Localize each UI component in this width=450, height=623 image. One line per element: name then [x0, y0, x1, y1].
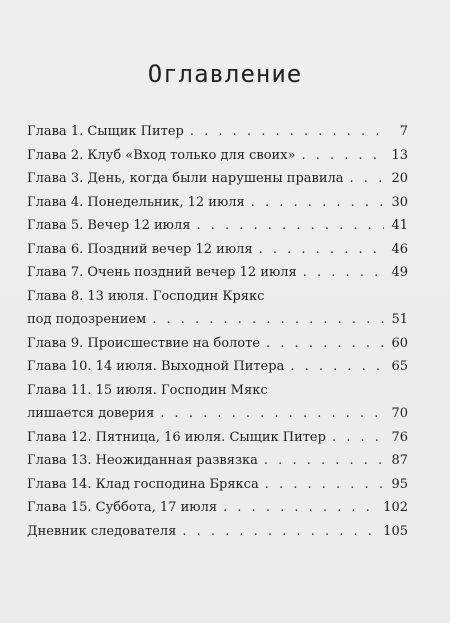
toc-entry-title: Дневник следователя	[27, 523, 177, 539]
toc-leader-dots	[302, 144, 385, 168]
toc-entry	[27, 144, 408, 168]
toc-entry-line	[27, 355, 408, 379]
toc-entry-line	[27, 473, 408, 497]
toc-page-number: 30	[391, 194, 408, 210]
toc-entry	[27, 238, 408, 262]
toc-page-number: 13	[391, 147, 408, 163]
toc-entry-title: Глава 4. Понедельник, 12 июля	[27, 194, 245, 210]
toc-entry-title: под подозрением	[27, 312, 147, 327]
toc-entry	[27, 285, 408, 332]
toc-entry	[27, 355, 408, 379]
toc-page-number: 102	[383, 500, 408, 515]
toc-entry-title: Глава 11. 15 июля. Господин Мякс	[27, 382, 268, 398]
toc-leader-dots	[196, 214, 384, 238]
toc-leader-dots	[290, 355, 384, 379]
toc-entry-title: Глава 14. Клад господина Брякса	[27, 476, 259, 492]
toc-entry-line	[27, 520, 408, 544]
toc-page-number: 41	[391, 218, 408, 233]
toc-entry-title: Глава 6. Поздний вечер 12 июля	[27, 241, 253, 257]
toc-page-number: 65	[391, 359, 408, 374]
toc-entry-title: Глава 3. День, когда были нарушены правила	[27, 171, 344, 186]
toc-entry	[27, 379, 408, 426]
toc-page-number: 95	[391, 476, 408, 492]
toc-page-number: 76	[391, 429, 408, 445]
toc-page-number: 70	[391, 406, 408, 421]
toc-page-number: 49	[391, 265, 408, 280]
toc-list	[27, 120, 408, 543]
toc-page-number: 105	[383, 523, 408, 539]
toc-entry	[27, 120, 408, 144]
toc-entry-line	[27, 191, 408, 215]
toc-entry	[27, 261, 408, 285]
toc-entry-title: Глава 1. Сыщик Питер	[27, 124, 184, 139]
toc-entry-line	[27, 167, 408, 191]
toc-entry-title: Глава 5. Вечер 12 июля	[27, 218, 191, 233]
toc-page-number: 7	[399, 124, 408, 139]
toc-entry-line	[27, 379, 408, 403]
toc-leader-dots	[182, 520, 377, 544]
toc-entry-title: Глава 10. 14 июля. Выходной Питера	[27, 359, 285, 374]
toc-leader-dots	[303, 261, 384, 285]
toc-entry-title: Глава 15. Суббота, 17 июля	[27, 500, 218, 515]
toc-entry	[27, 473, 408, 497]
toc-entry-title: Глава 9. Происшествие на болоте	[27, 335, 261, 351]
toc-leader-dots	[251, 191, 384, 215]
toc-entry-line	[27, 120, 408, 144]
toc-entry-line	[27, 238, 408, 262]
toc-entry	[27, 167, 408, 191]
toc-leader-dots	[350, 167, 384, 191]
toc-entry-title: лишается доверия	[27, 406, 155, 421]
toc-entry-line	[27, 144, 408, 168]
toc-page-number: 87	[391, 453, 408, 468]
toc-entry-title: Глава 13. Неожиданная развязка	[27, 453, 258, 468]
toc-entry-line	[27, 426, 408, 450]
toc-page-number: 60	[391, 335, 408, 351]
toc-entry	[27, 496, 408, 520]
toc-leader-dots	[152, 308, 384, 332]
toc-leader-dots	[332, 426, 384, 450]
toc-entry-title: Глава 2. Клуб «Вход только для своих»	[27, 147, 296, 163]
toc-entry	[27, 449, 408, 473]
toc-entry	[27, 332, 408, 356]
toc-entry-line	[27, 449, 408, 473]
toc-entry	[27, 520, 408, 544]
toc-title: Оглавление	[147, 60, 303, 88]
toc-entry	[27, 191, 408, 215]
toc-leader-dots	[190, 120, 384, 144]
toc-leader-dots	[265, 473, 384, 497]
toc-entry-line	[27, 308, 408, 332]
toc-entry-line	[27, 285, 408, 309]
toc-entry-line	[27, 261, 408, 285]
toc-entry-line	[27, 332, 408, 356]
toc-page-number: 20	[391, 171, 408, 186]
toc-entry	[27, 214, 408, 238]
toc-leader-dots	[264, 449, 384, 473]
toc-leader-dots	[266, 332, 384, 356]
toc-entry-title: Глава 8. 13 июля. Господин Крякс	[27, 288, 265, 304]
toc-page-number: 51	[391, 312, 408, 327]
toc-entry-line	[27, 402, 408, 426]
toc-page-number: 46	[391, 241, 408, 257]
toc-entry-line	[27, 496, 408, 520]
toc-entry-line	[27, 214, 408, 238]
toc-leader-dots	[223, 496, 377, 520]
toc-leader-dots	[259, 238, 384, 262]
toc-entry-title: Глава 7. Очень поздний вечер 12 июля	[27, 265, 297, 280]
toc-entry-title: Глава 12. Пятница, 16 июля. Сыщик Питер	[27, 429, 326, 445]
toc-entry	[27, 426, 408, 450]
toc-leader-dots	[160, 402, 384, 426]
